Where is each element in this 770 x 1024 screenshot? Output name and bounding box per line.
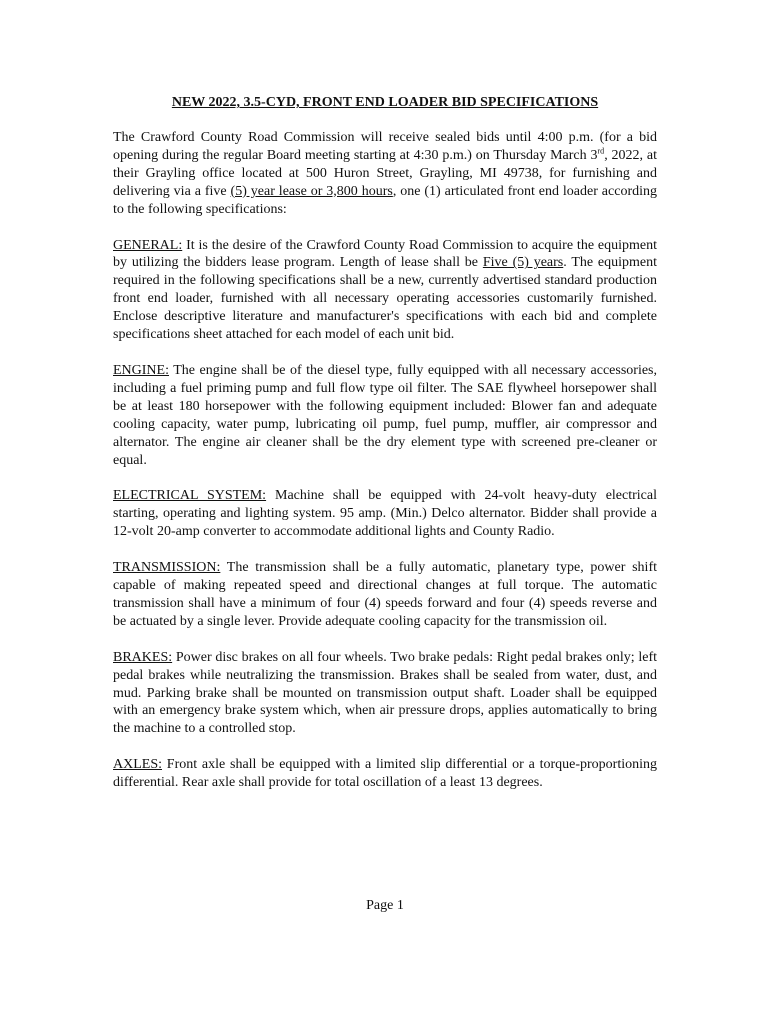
electrical-text: Machine shall be equipped with 24-volt heavy-duty electrical starting, operating and lighting system. 95 amp. (Min.) Delco alternator. Bidder shall provide a 12-volt 20-amp converter to accommodate additional lights and County Radio. bbox=[113, 488, 657, 540]
engine-heading: ENGINE: bbox=[113, 362, 169, 378]
axles-section bbox=[113, 756, 657, 792]
engine-section bbox=[113, 362, 657, 469]
engine-text: The engine shall be of the diesel type, fully equipped with all necessary accessories, including a fuel priming pump and full flow type oil filter. The SAE flywheel horsepower shall be at least 180 horsepower with the following equipment included: Blower fan and adequate cooling capacity, water pump, lubricating oil pump, fuel pump, muffler, air compressor and alternator. The engine air cleaner shall be the dry element type with screened pre-cleaner or equal. bbox=[113, 362, 657, 468]
electrical-section bbox=[113, 487, 657, 541]
intro-text-1: The Crawford County Road Commission will receive sealed bids until 4:00 p.m. (for a bid opening during the regular Board meeting starting at 4:30 p.m.) on Thursday March 3 bbox=[113, 130, 657, 163]
lease-term: (5) year lease or 3,800 hours bbox=[230, 183, 393, 199]
general-section bbox=[113, 237, 657, 344]
transmission-text: The transmission shall be a fully automatic, planetary type, power shift capable of making repeated speed and directional changes at full torque. The automatic transmission shall have a minimum of four (4) speeds forward and four (4) speeds reverse and be actuated by a single lever. Provide adequate cooling capacity for the transmission oil. bbox=[113, 560, 657, 629]
document-body bbox=[113, 94, 657, 810]
axles-heading: AXLES: bbox=[113, 757, 162, 773]
general-heading: GENERAL: bbox=[113, 237, 183, 253]
intro-paragraph bbox=[113, 129, 657, 219]
transmission-heading: TRANSMISSION: bbox=[113, 560, 221, 576]
general-text-1: It is the desire of the Crawford County Road Commission to acquire the equipment by utilizing the bidders lease program. Length of lease shall be bbox=[113, 237, 657, 271]
general-text-2: . The equipment required in the following specifications shall be a new, currently advertised standard production front end loader, furnished with all necessary operating accessories customarily furnished. Enclose descriptive literature and manufacturer's specifications with each bid and complete specifications sheet attached for each model of each unit bid. bbox=[113, 255, 657, 343]
intro-text-2: , 2022, at their Grayling office located at 500 Huron Street, Grayling, MI 49738, for furnishing and delivering via a five bbox=[113, 147, 657, 199]
intro-text-3: , one (1) articulated front end loader according to the following specifications: bbox=[113, 183, 658, 217]
lease-length: Five (5) years bbox=[482, 255, 564, 271]
electrical-heading: ELECTRICAL SYSTEM: bbox=[113, 488, 267, 504]
transmission-section bbox=[113, 559, 657, 631]
brakes-section bbox=[113, 649, 657, 739]
document-title: NEW 2022, 3.5-CYD, FRONT END LOADER BID SPECIFICATIONS bbox=[171, 95, 599, 110]
page-number: Page 1 bbox=[366, 898, 404, 913]
axles-text: Front axle shall be equipped with a limited slip differential or a torque-proportioning differential. Rear axle shall provide for total oscillation of a least 13 degrees. bbox=[113, 757, 657, 791]
brakes-text: Power disc brakes on all four wheels. Two brake pedals: Right pedal brakes only; left pedal brakes while neutralizing the transmission. Brakes shall be sealed from water, dust, and mud. Parking brake shall be mounted on transmission output shaft. Loader shall be equipped with an emergency brake system which, when air pressure drops, applies automatically to bring the machine to a controlled stop. bbox=[113, 649, 657, 737]
brakes-heading: BRAKES: bbox=[113, 649, 173, 665]
ordinal-suffix: rd bbox=[597, 146, 605, 156]
